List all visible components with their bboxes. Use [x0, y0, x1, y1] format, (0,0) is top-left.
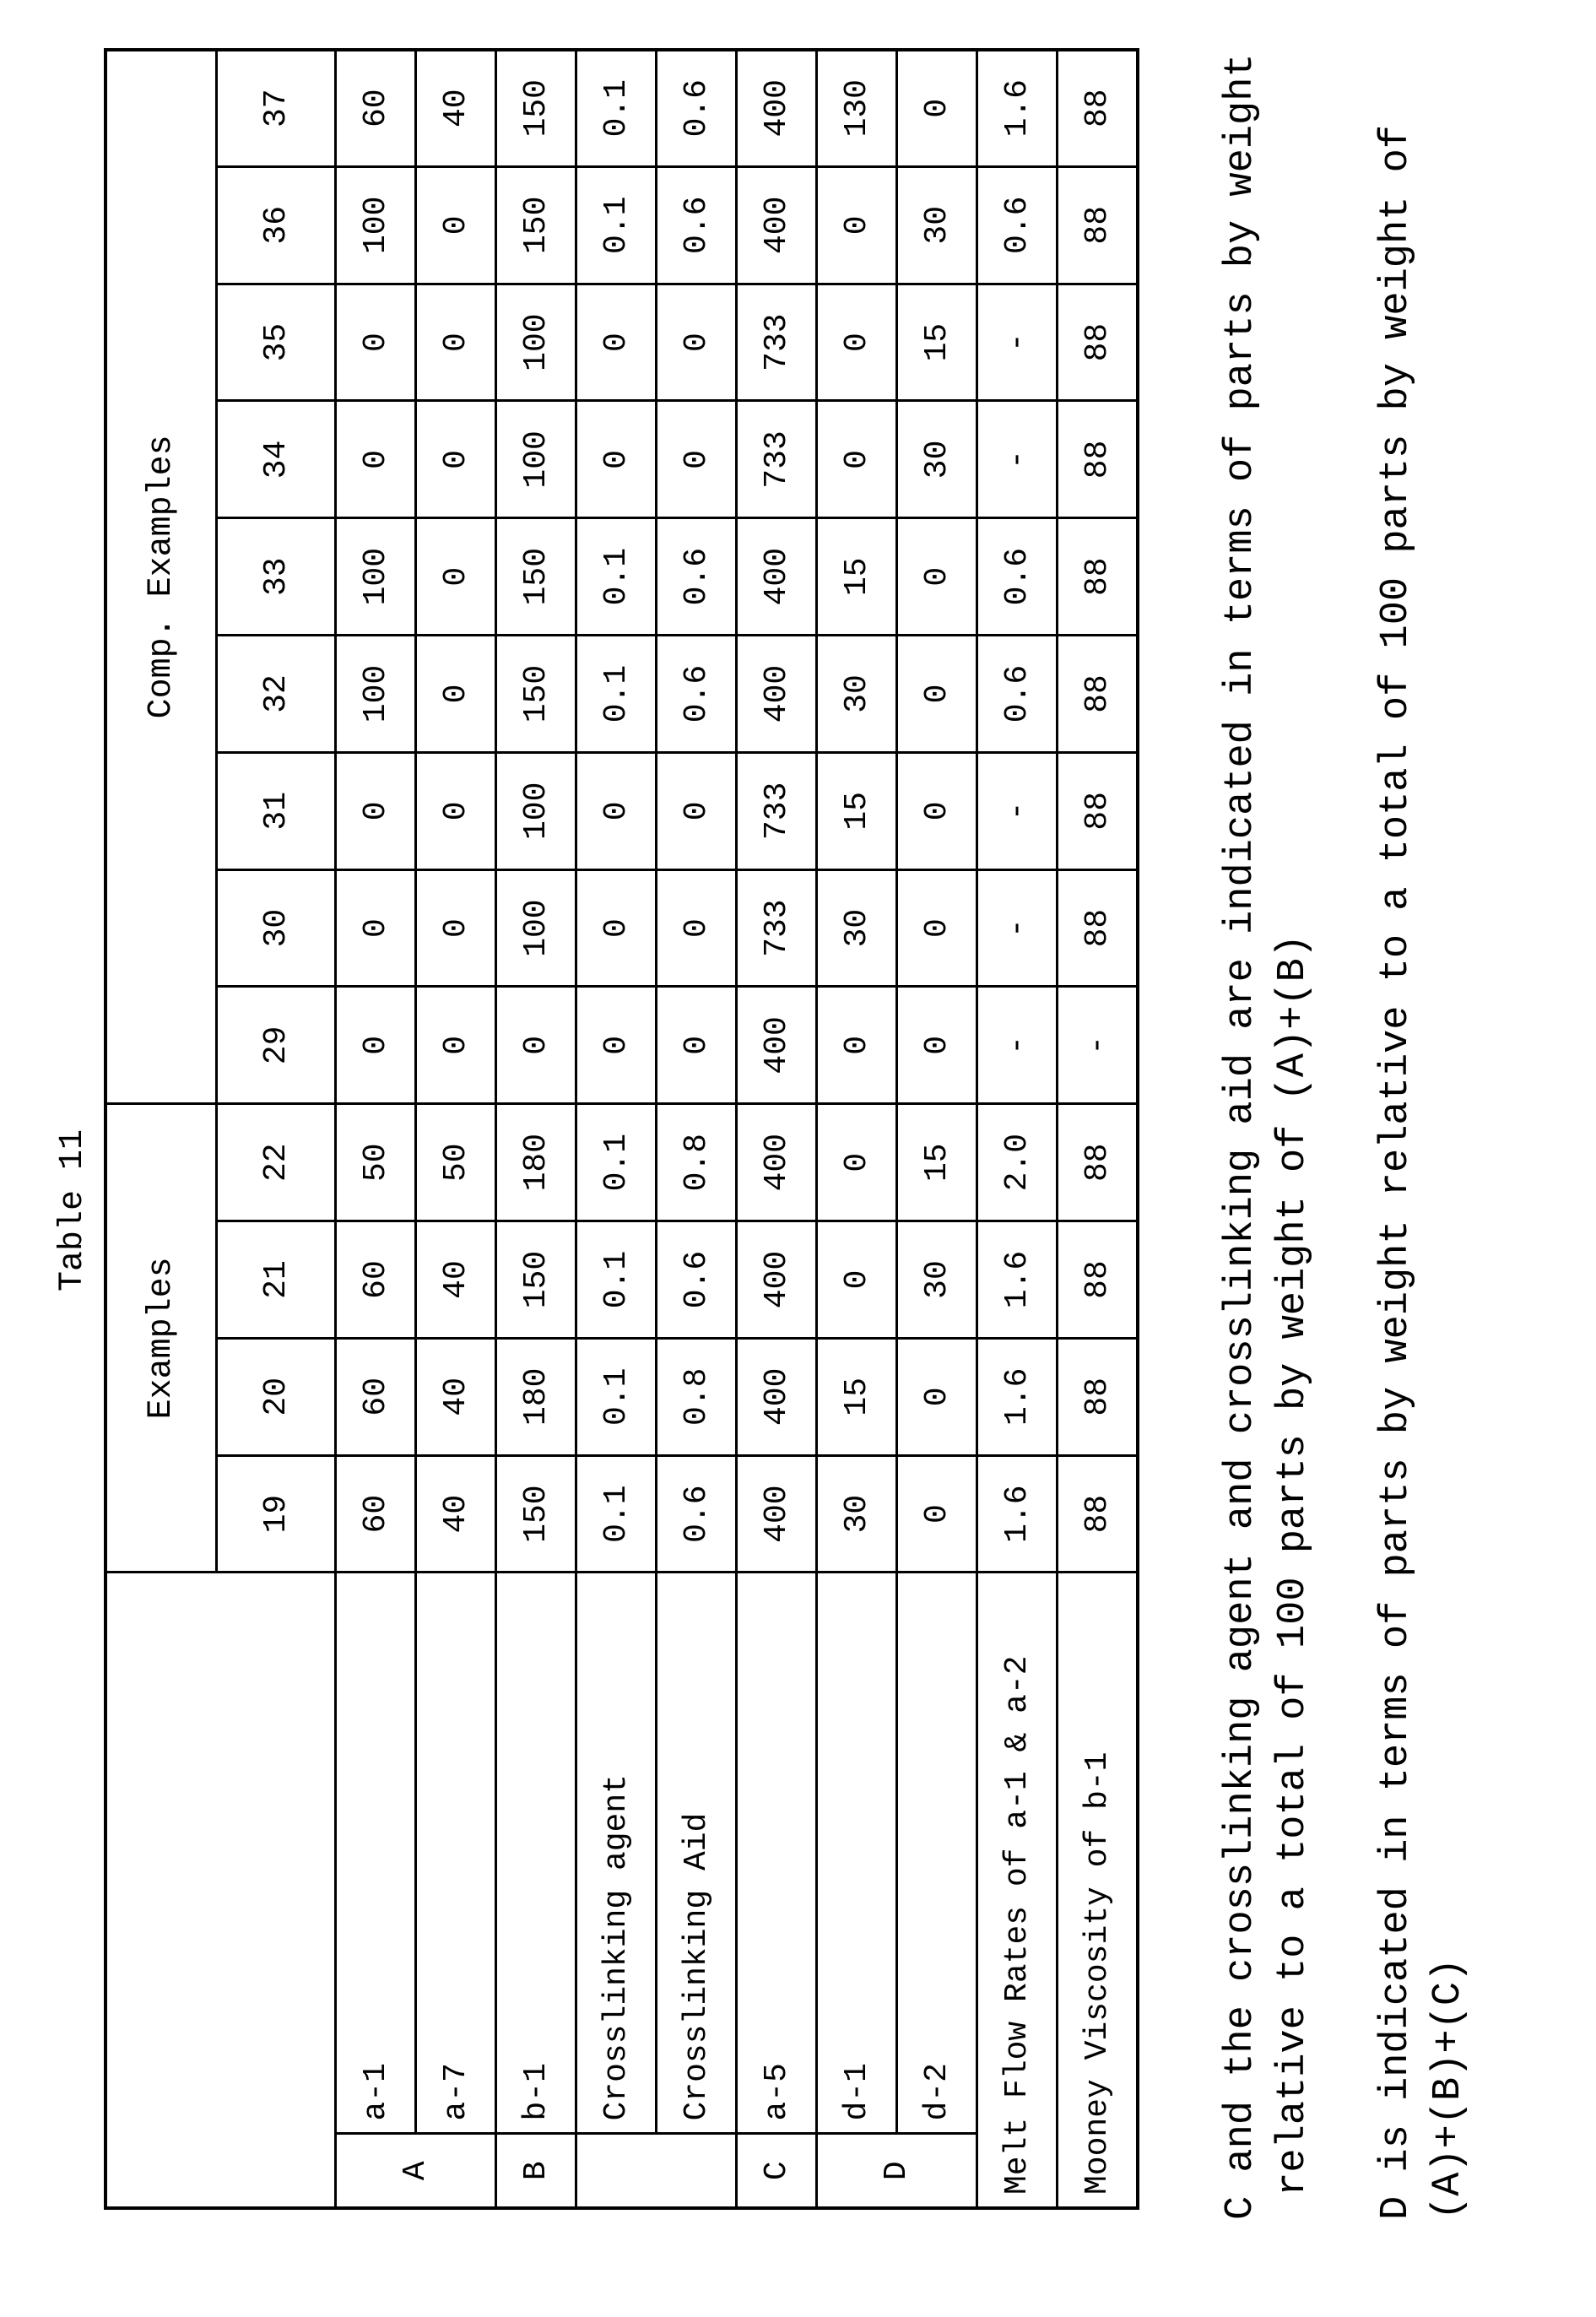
value-cell: 0 [416, 752, 496, 869]
value-cell: 0.6 [977, 518, 1058, 636]
value-cell: 733 [737, 869, 817, 987]
value-cell: 60 [336, 1455, 416, 1573]
value-cell: 0 [416, 987, 496, 1104]
value-cell: 0.1 [576, 1455, 657, 1573]
value-cell: - [977, 987, 1058, 1104]
value-cell: 100 [336, 166, 416, 284]
example-number-cell: 19 [217, 1455, 336, 1573]
value-cell: 88 [1058, 1338, 1139, 1455]
value-cell: 88 [1058, 752, 1139, 869]
value-cell: 0.1 [576, 1221, 657, 1339]
value-cell: - [1058, 987, 1139, 1104]
row-label: Melt Flow Rates of a-1 & a-2 [977, 1573, 1058, 2208]
value-cell: 0.6 [657, 1455, 737, 1573]
table-notes [1215, 0, 1494, 2220]
example-number-cell: 33 [217, 518, 336, 636]
value-cell: 30 [897, 166, 977, 284]
example-number-cell: 37 [217, 50, 336, 167]
value-cell: 60 [336, 1338, 416, 1455]
value-cell: 130 [817, 50, 897, 167]
value-cell: 0.1 [576, 518, 657, 636]
value-cell: 400 [737, 636, 817, 753]
table-row [817, 50, 897, 2208]
value-cell: 150 [496, 636, 576, 753]
value-cell: 88 [1058, 284, 1139, 401]
value-cell: 0 [657, 284, 737, 401]
component-group-cell: A [336, 2134, 496, 2208]
row-label: d-1 [817, 1573, 897, 2134]
example-number-cell: 21 [217, 1221, 336, 1339]
value-cell: 733 [737, 284, 817, 401]
value-cell: 180 [496, 1338, 576, 1455]
component-group-cell: D [817, 2134, 977, 2208]
value-cell: 0 [897, 869, 977, 987]
table-row [496, 50, 576, 2208]
value-cell: 1.6 [977, 1221, 1058, 1339]
value-cell: 88 [1058, 401, 1139, 518]
value-cell: 30 [817, 636, 897, 753]
value-cell: 88 [1058, 1104, 1139, 1221]
row-label: Crosslinking agent [576, 1573, 657, 2134]
value-cell: 0.6 [657, 50, 737, 167]
value-cell: 0.1 [576, 50, 657, 167]
value-cell: 0.6 [977, 636, 1058, 753]
value-cell: 0 [897, 1338, 977, 1455]
value-cell: 0 [336, 752, 416, 869]
example-number-cell: 31 [217, 752, 336, 869]
table-row [336, 50, 416, 2208]
value-cell: 150 [496, 518, 576, 636]
corner-cell [105, 1573, 336, 2208]
table-row [657, 50, 737, 2208]
value-cell: 0 [657, 401, 737, 518]
value-cell: 0 [336, 987, 416, 1104]
value-cell: 0 [817, 166, 897, 284]
example-number-cell: 30 [217, 869, 336, 987]
value-cell: 0 [817, 987, 897, 1104]
group-header-row [105, 50, 217, 2208]
value-cell: 0 [897, 752, 977, 869]
value-cell: 150 [496, 50, 576, 167]
value-cell: 40 [416, 1455, 496, 1573]
value-cell: 0 [336, 284, 416, 401]
value-cell: 400 [737, 166, 817, 284]
row-label: Mooney Viscosity of b-1 [1058, 1573, 1139, 2208]
example-number-cell: 20 [217, 1338, 336, 1455]
value-cell: 0 [897, 987, 977, 1104]
value-cell: 150 [496, 1221, 576, 1339]
value-cell: 0 [576, 987, 657, 1104]
value-cell: 1.6 [977, 1338, 1058, 1455]
value-cell: 100 [336, 636, 416, 753]
value-cell: 400 [737, 1221, 817, 1339]
row-label: a-5 [737, 1573, 817, 2134]
value-cell: 0 [416, 166, 496, 284]
value-cell: 0 [336, 869, 416, 987]
table-11 [104, 51, 1116, 2210]
example-number-cell: 35 [217, 284, 336, 401]
example-number-cell: 32 [217, 636, 336, 753]
value-cell: 0 [416, 401, 496, 518]
value-cell: 30 [817, 1455, 897, 1573]
value-cell: 400 [737, 1338, 817, 1455]
data-table [104, 48, 1139, 2210]
value-cell: 30 [817, 869, 897, 987]
row-label: Crosslinking Aid [657, 1573, 737, 2134]
table-row [977, 50, 1058, 2208]
value-cell: 88 [1058, 166, 1139, 284]
row-label: a-7 [416, 1573, 496, 2134]
table-row [737, 50, 817, 2208]
row-label: d-2 [897, 1573, 977, 2134]
value-cell: 88 [1058, 518, 1139, 636]
value-cell: 30 [897, 1221, 977, 1339]
value-cell: 0 [576, 401, 657, 518]
component-group-cell: B [496, 2134, 576, 2208]
value-cell: 40 [416, 1338, 496, 1455]
value-cell: 0 [336, 401, 416, 518]
comp-examples-header: Comp. Examples [105, 50, 217, 1104]
value-cell: 40 [416, 50, 496, 167]
value-cell: 400 [737, 1455, 817, 1573]
value-cell: 0 [657, 752, 737, 869]
value-cell: 0 [576, 869, 657, 987]
value-cell: 0.6 [657, 636, 737, 753]
value-cell: 733 [737, 752, 817, 869]
value-cell: 0 [416, 284, 496, 401]
value-cell: 100 [496, 752, 576, 869]
example-number-cell: 29 [217, 987, 336, 1104]
note-d: D is indicated in terms of parts by weight relative to a total of 100 parts by weight of (A)+(B)+(C) [1371, 0, 1475, 2220]
value-cell: 60 [336, 1221, 416, 1339]
value-cell: 0 [416, 869, 496, 987]
table-title: Table 11 [52, 1123, 95, 1291]
note-c: C and the crosslinking agent and crosslinking aid are indicated in terms of parts by weight relative to a total of 100 parts by weight of (A)+(B) [1215, 0, 1320, 2220]
value-cell: 0 [496, 987, 576, 1104]
row-label: a-1 [336, 1573, 416, 2134]
row-label: b-1 [496, 1573, 576, 2134]
value-cell: 15 [817, 518, 897, 636]
value-cell: 1.6 [977, 50, 1058, 167]
value-cell: 88 [1058, 50, 1139, 167]
value-cell: 0 [897, 1455, 977, 1573]
value-cell: 0.1 [576, 166, 657, 284]
value-cell: 0.6 [977, 166, 1058, 284]
value-cell: 15 [897, 1104, 977, 1221]
example-number-cell: 22 [217, 1104, 336, 1221]
value-cell: - [977, 869, 1058, 987]
value-cell: 0 [657, 987, 737, 1104]
value-cell: 0 [416, 518, 496, 636]
value-cell: 0 [897, 50, 977, 167]
value-cell: 0.8 [657, 1104, 737, 1221]
value-cell: - [977, 284, 1058, 401]
value-cell: 100 [496, 869, 576, 987]
value-cell: 0.1 [576, 636, 657, 753]
value-cell: 0 [897, 518, 977, 636]
value-cell: - [977, 401, 1058, 518]
value-cell: 400 [737, 987, 817, 1104]
value-cell: 400 [737, 518, 817, 636]
value-cell: 733 [737, 401, 817, 518]
value-cell: 0.1 [576, 1338, 657, 1455]
value-cell: 0 [416, 636, 496, 753]
value-cell: 88 [1058, 636, 1139, 753]
table-row [416, 50, 496, 2208]
value-cell: 0.6 [657, 518, 737, 636]
value-cell: 2.0 [977, 1104, 1058, 1221]
value-cell: 0 [817, 1104, 897, 1221]
examples-header: Examples [105, 1104, 217, 1573]
value-cell: 0 [817, 1221, 897, 1339]
value-cell: 0.8 [657, 1338, 737, 1455]
value-cell: 88 [1058, 1455, 1139, 1573]
value-cell: 100 [336, 518, 416, 636]
value-cell: 15 [817, 1338, 897, 1455]
value-cell: 15 [817, 752, 897, 869]
value-cell: 0 [817, 284, 897, 401]
value-cell: 0 [576, 284, 657, 401]
value-cell: 50 [416, 1104, 496, 1221]
value-cell: 400 [737, 50, 817, 167]
value-cell: 15 [897, 284, 977, 401]
table-row [1058, 50, 1139, 2208]
value-cell: 0.6 [657, 166, 737, 284]
value-cell: 0.1 [576, 1104, 657, 1221]
value-cell: 100 [496, 401, 576, 518]
value-cell: 400 [737, 1104, 817, 1221]
component-group-cell [576, 2134, 737, 2208]
value-cell: 50 [336, 1104, 416, 1221]
value-cell: 1.6 [977, 1455, 1058, 1573]
value-cell: 88 [1058, 1221, 1139, 1339]
value-cell: 60 [336, 50, 416, 167]
value-cell: 0 [576, 752, 657, 869]
value-cell: 0.6 [657, 1221, 737, 1339]
example-number-cell: 36 [217, 166, 336, 284]
value-cell: 180 [496, 1104, 576, 1221]
value-cell: 30 [897, 401, 977, 518]
table-row [897, 50, 977, 2208]
example-number-cell: 34 [217, 401, 336, 518]
value-cell: - [977, 752, 1058, 869]
value-cell: 100 [496, 284, 576, 401]
value-cell: 150 [496, 1455, 576, 1573]
value-cell: 88 [1058, 869, 1139, 987]
value-cell: 150 [496, 166, 576, 284]
value-cell: 0 [657, 869, 737, 987]
value-cell: 0 [897, 636, 977, 753]
value-cell: 40 [416, 1221, 496, 1339]
component-group-cell: C [737, 2134, 817, 2208]
value-cell: 0 [817, 401, 897, 518]
table-row [576, 50, 657, 2208]
